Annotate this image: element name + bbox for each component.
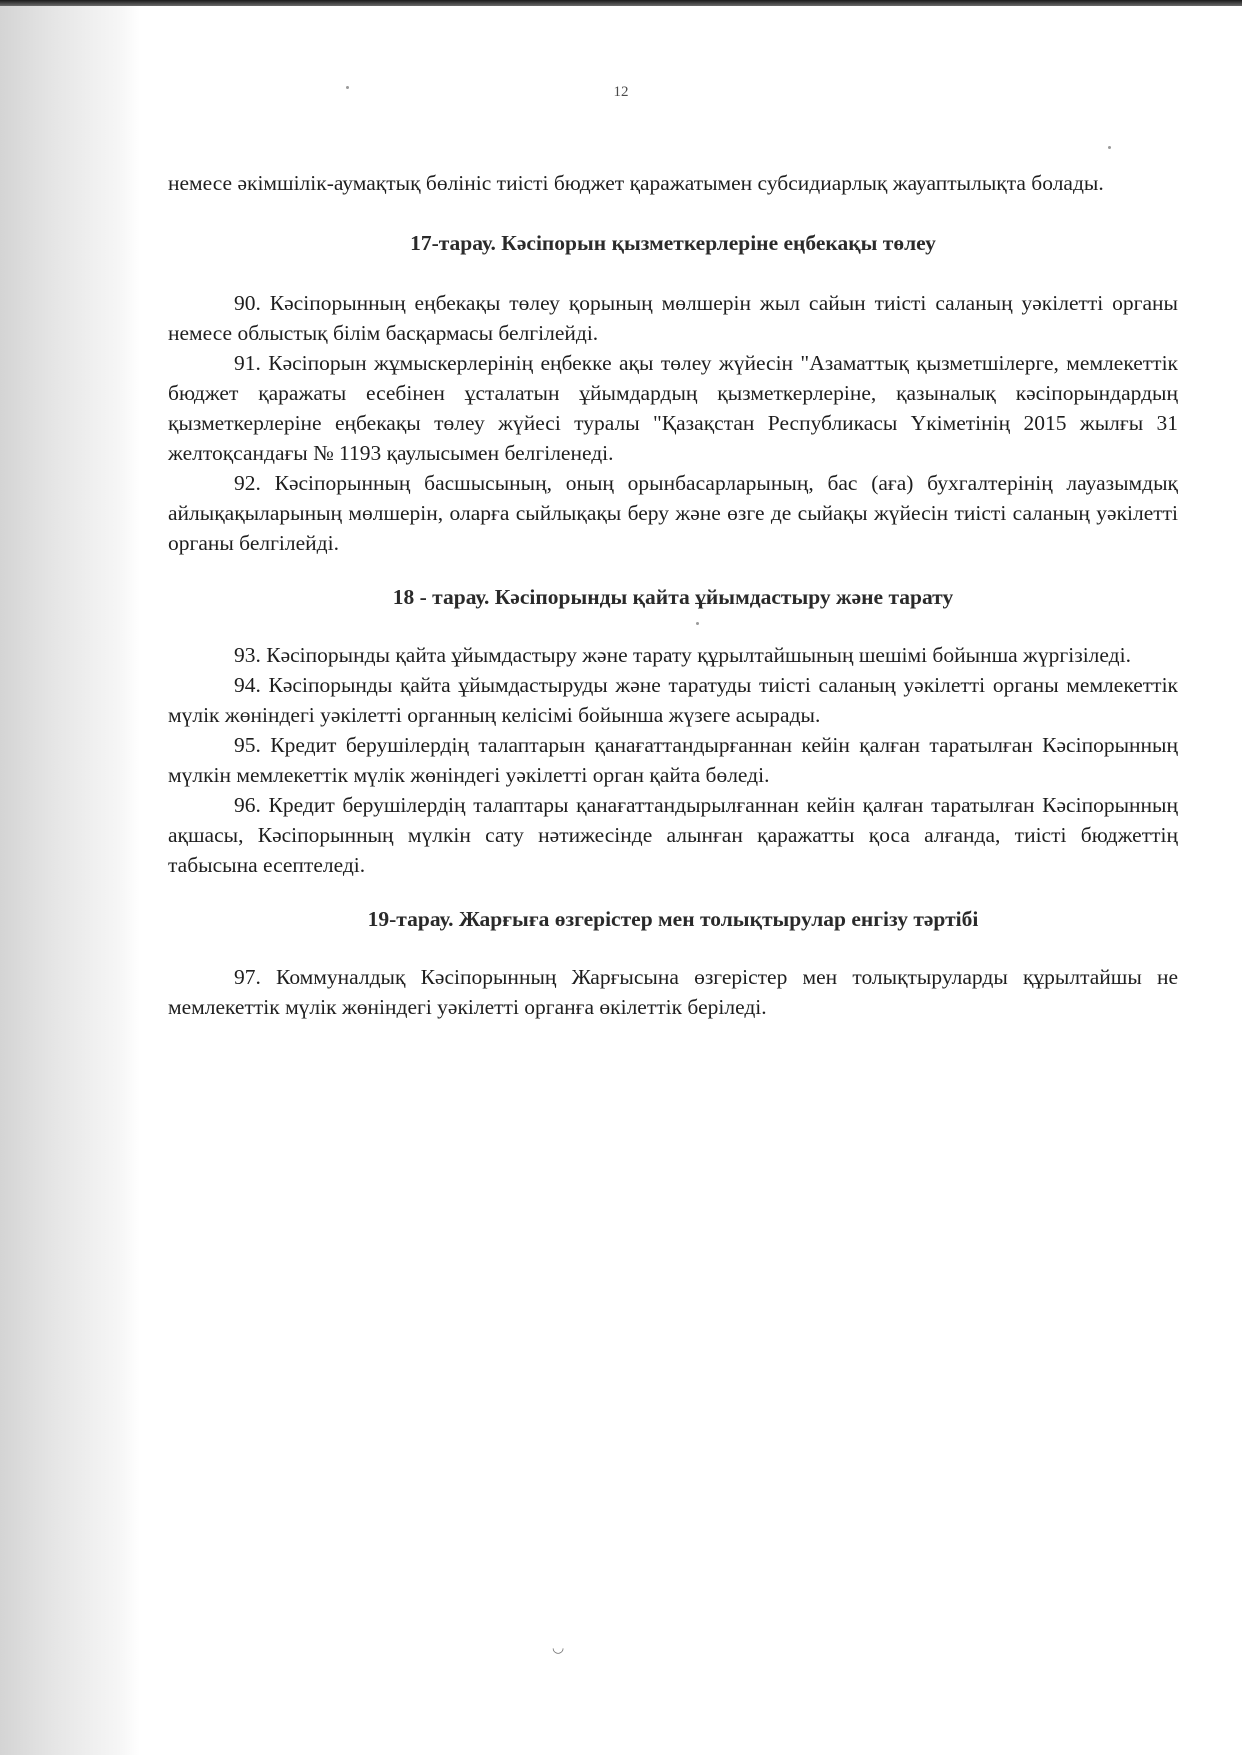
- scan-speck: [696, 622, 699, 625]
- paragraph-93: 93. Кәсіпорынды қайта ұйымдастыру және тарату құрылтайшының шешімі бойынша жүргізіледі.: [234, 643, 1131, 667]
- intro-paragraph: немесе әкімшілік-аумақтық бөлініс тиісті бюджет қаражатымен субсидиарлық жауаптылықта болады.: [168, 171, 1104, 195]
- scan-edge-top: [0, 0, 1242, 6]
- section-heading-17: 17-тарау. Кәсіпорын қызметкерлеріне еңбекақы төлеу: [410, 231, 936, 255]
- section-heading-19: 19-тарау. Жарғыға өзгерістер мен толықтырулар енгізу тәртібі: [367, 907, 979, 931]
- paragraph-94: 94. Кәсіпорынды қайта ұйымдастыруды және таратуды тиісті саланың уәкілетті органы мемлекеттік мүлік жөніндегі уәкілетті органның келісімі бойынша жүзеге асырады.: [168, 673, 1178, 727]
- paragraph-91: 91. Кәсіпорын жұмыскерлерінің еңбекке ақы төлеу жүйесін "Азаматтық қызметшілерге, мемлекеттік бюджет қаражаты есебінен ұсталатын ұйымдардың қызметкерлеріне, қазыналық кәсіпорындардың қызметкерлеріне еңбекақы төлеу жүйесі туралы "Қазақстан Республикасы Үкіметінің 2015 жылғы 31 желтоқсандағы № 1193 қаулысымен белгіленеді.: [168, 351, 1178, 465]
- paragraph-95: 95. Кредит берушілердің талаптарын қанағаттандырғаннан кейін қалған таратылған Кәсіпорынның мүлкін мемлекеттік мүлік жөніндегі уәкілетті орган қайта бөледі.: [168, 733, 1178, 787]
- scan-speck: [346, 86, 349, 89]
- paragraph-97: 97. Коммуналдық Кәсіпорынның Жарғысына өзгерістер мен толықтыруларды құрылтайшы не мемлекеттік мүлік жөніндегі уәкілетті органға өкілеттік беріледі.: [168, 965, 1178, 1019]
- page-number: 12: [613, 84, 629, 100]
- scan-mark: ◡: [552, 1641, 565, 1656]
- paragraph-90: 90. Кәсіпорынның еңбекақы төлеу қорының мөлшерін жыл сайын тиісті саланың уәкілетті органы немесе облыстық білім басқармасы белгілейді.: [168, 291, 1178, 345]
- paragraph-96: 96. Кредит берушілердің талаптары қанағаттандырылғаннан кейін қалған таратылған Кәсіпорынның ақшасы, Кәсіпорынның мүлкін сату нәтижесінде алынған қаражатты қоса алғанда, тиісті бюджеттің табысына есептеледі.: [168, 793, 1178, 877]
- scan-shadow-left: [0, 0, 140, 1755]
- document-body: [168, 168, 1178, 1022]
- section-heading-18: 18 - тарау. Кәсіпорынды қайта ұйымдастыру және тарату: [392, 585, 954, 609]
- paragraph-92: 92. Кәсіпорынның басшысының, оның орынбасарларының, бас (аға) бухгалтерінің лауазымдық айлықақыларының мөлшерін, оларға сыйлықақы беру және өзге де сыйақы жүйесін тиісті саланың уәкілетті органы белгілейді.: [168, 471, 1178, 555]
- scan-speck: [1108, 146, 1111, 149]
